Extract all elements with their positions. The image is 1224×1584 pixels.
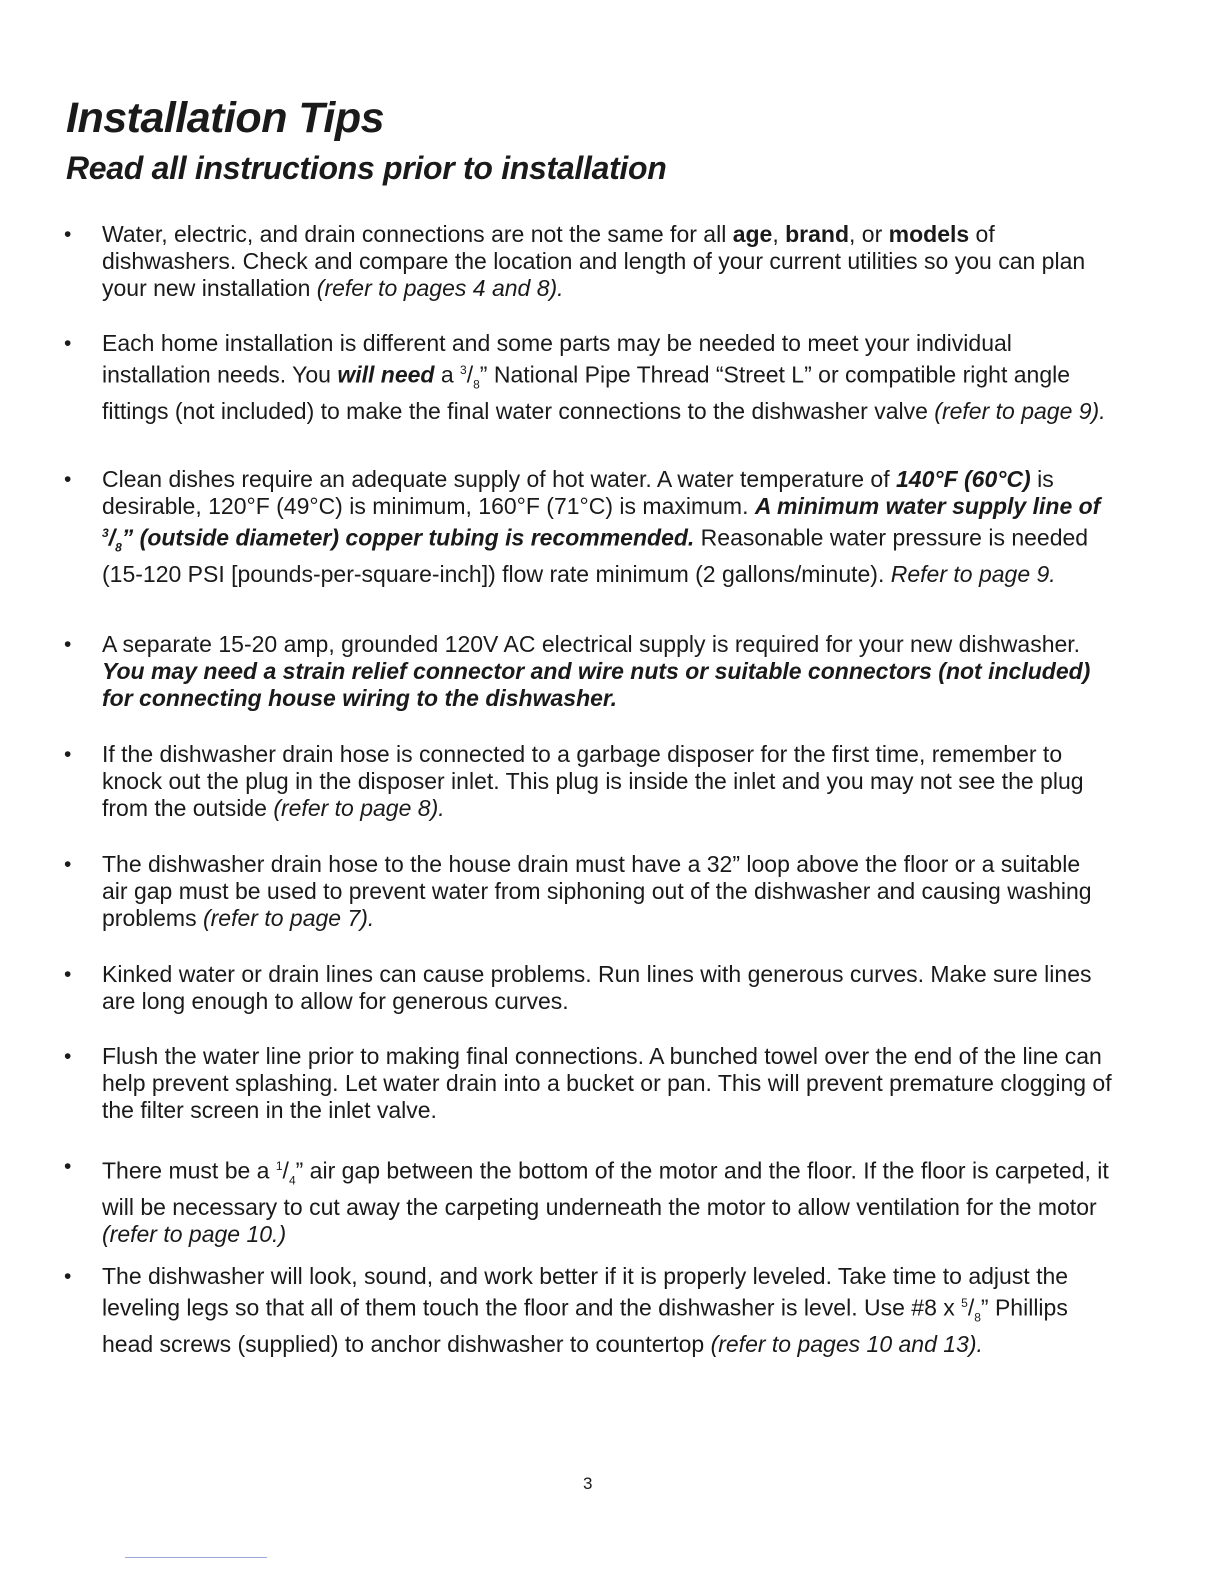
tip-text: a — [434, 361, 461, 388]
tip-drain-loop — [64, 851, 1112, 932]
tip-flush — [64, 1043, 1112, 1124]
bullet: • — [64, 468, 72, 491]
emphasis-supply-line: ” (outside diameter) copper tubing is recommended. — [121, 524, 695, 551]
fraction-numerator: 3 — [102, 526, 109, 540]
bullet: • — [64, 743, 72, 766]
page-reference: (refer to page 8). — [273, 795, 445, 821]
emphasis-will-need: will need — [337, 361, 435, 388]
emphasis-supply-line: A minimum water supply line of — [754, 493, 1101, 519]
tip-text: ” Phillips head screws (supplied) to anchor dishwasher to countertop — [102, 1294, 1068, 1358]
page-reference: Refer to page 9. — [890, 561, 1056, 588]
bullet: • — [64, 1155, 72, 1178]
tip-text: Kinked water or drain lines can cause problems. Run lines with generous curves. Make sure lines are long enough to allow for generous curves. — [102, 961, 1092, 1014]
tip-text: of dishwashers. Check and compare the location and length of your current utilities so you can plan your new installation — [102, 221, 1086, 301]
emphasis-models: models — [888, 221, 970, 247]
tip-text: The dishwasher drain hose to the house drain must have a 32” loop above the floor or a suitable air gap must be used to prevent water from siphoning out of the dishwasher and causing washing problems — [102, 851, 1092, 931]
emphasis-brand: brand — [785, 221, 850, 247]
tip-air-gap: • There must be a $^1/_4$” air gap between the bottom of the motor and the floor. If the floor is carpeted, it will be necessary to cut away the carpeting underneath the motor to allow ventilation for the motor (refer to page 10.) — [64, 1155, 1109, 1248]
bullet: • — [64, 633, 72, 656]
tip-kinked-lines — [64, 961, 1112, 1015]
page-reference: (refer to pages 4 and 8). — [316, 275, 564, 301]
tip-text: Clean dishes require an adequate supply of hot water. A water temperature of — [102, 466, 896, 492]
tip-text: ” National Pipe Thread “Street L” or compatible right angle fittings (not included) to make the final water connections to the dishwasher valve — [102, 361, 1071, 425]
tip-water-electric-drain — [64, 221, 1112, 302]
fraction-denominator: 8 — [473, 377, 480, 392]
page-subtitle: Read all instructions prior to installation — [66, 150, 667, 186]
tip-text: If the dishwasher drain hose is connected to a garbage disposer for the first time, remember to knock out the plug in the disposer inlet. This plug is inside the inlet and you may not see the plug from the outside — [102, 741, 1084, 821]
tip-home-installation: • Each home installation is different and some parts may be needed to meet your individual installation needs. You will need a $^3/_8$” National Pipe Thread “Street L” or compatible right angle fittings (not included) to make the final water connections to the dishwasher valve (refer to page 9). — [64, 330, 1106, 425]
fraction-numerator: 1 — [275, 1159, 283, 1173]
tip-text: is desirable, 120°F (49°C) is minimum, 160°F (71°C) is maximum. — [102, 466, 1054, 519]
tip-disposer — [64, 741, 1112, 822]
page-number: 3 — [583, 1474, 593, 1493]
tip-text: The dishwasher will look, sound, and work better if it is properly leveled. Take time to adjust the leveling legs so that all of them touch the floor and the dishwasher is level. Use #8 x — [102, 1263, 1069, 1321]
tip-text: Each home installation is different and some parts may be needed to meet your individual installation needs. You — [102, 330, 1012, 388]
fraction-denominator: 8 — [115, 540, 122, 555]
tip-text: ” air gap between the bottom of the motor and the floor. If the floor is carpeted, it will be necessary to cut away the carpeting underneath the motor to allow ventilation for the motor — [102, 1157, 1109, 1221]
tip-leveling: • The dishwasher will look, sound, and work better if it is properly leveled. Take time to adjust the leveling legs so that all of them touch the floor and the dishwasher is level. Use #8 x $^5/_8$” Phillips head screws (supplied) to anchor dishwasher to countertop (refer to pages 10 and 13). — [64, 1263, 1069, 1358]
fraction-denominator: 4 — [288, 1173, 296, 1188]
page-reference: (refer to page 7). — [202, 905, 375, 931]
fraction-numerator: 3 — [460, 363, 467, 377]
page-title: Installation Tips — [66, 94, 385, 142]
tip-text: Flush the water line prior to making final connections. A bunched towel over the end of the line can help prevent splashing. Let water drain into a bucket or pan. This will prevent premature clogging of the filter screen in the inlet valve. — [102, 1043, 1112, 1123]
tip-text: Water, electric, and drain connections are not the same for all — [102, 221, 733, 247]
bottom-rule — [125, 1557, 267, 1558]
bullet: • — [64, 853, 72, 876]
bullet: • — [64, 1265, 72, 1288]
page-reference: (refer to pages 10 and 13). — [710, 1331, 983, 1358]
bullet: • — [64, 1045, 72, 1068]
emphasis-strain-relief: You may need a strain relief connector and wire nuts or suitable connectors (not included) for connecting house wiring to the dishwasher. — [102, 658, 1091, 711]
fraction-denominator: 8 — [974, 1310, 981, 1325]
page-reference: (refer to page 9). — [934, 398, 1106, 425]
page-reference: (refer to page 10.) — [102, 1221, 287, 1248]
tip-hot-water: • Clean dishes require an adequate supply of hot water. A water temperature of 140°F (60°C) is desirable, 120°F (49°C) is minimum, 160°F (71°C) is maximum. A minimum water supply line of $^3/_8$” (outside diameter) copper tubing is recommended. Reasonable water pressure is needed (15-120 PSI [pounds-per-square-inch]) flow rate minimum (2 gallons/minute). Refer to page 9. — [64, 466, 1101, 588]
fraction-numerator: 5 — [961, 1296, 968, 1310]
tip-text: Reasonable water pressure is needed (15-120 PSI [pounds-per-square-inch]) flow rate minimum (2 gallons/minute). — [102, 524, 1089, 588]
bullet: • — [64, 332, 72, 355]
emphasis-temperature: 140°F (60°C) — [896, 466, 1031, 492]
tip-text: , — [772, 221, 786, 247]
emphasis-age: age — [732, 221, 773, 247]
bullet: • — [64, 223, 72, 246]
tip-text: , or — [849, 221, 889, 247]
tip-electrical — [64, 631, 1112, 712]
tip-text: A separate 15-20 amp, grounded 120V AC electrical supply is required for your new dishwasher. — [102, 631, 1081, 657]
tip-text: There must be a — [102, 1157, 276, 1184]
bullet: • — [64, 963, 72, 986]
